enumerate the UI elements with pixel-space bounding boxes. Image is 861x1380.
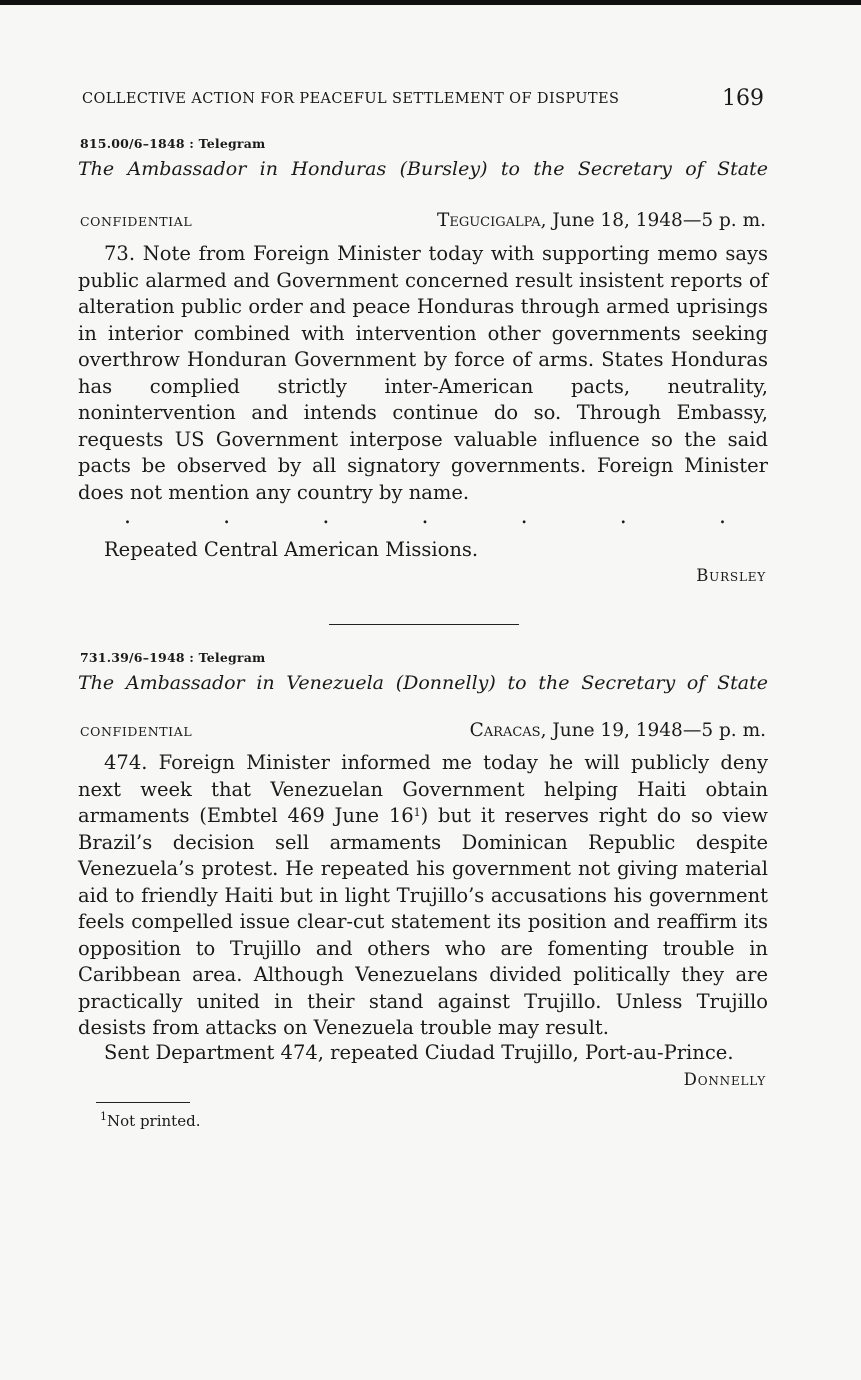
document-reference: 731.39/6–1948 : Telegram [80, 650, 266, 665]
telegram-body [78, 750, 768, 1042]
telegram-body-part1: 474. Foreign Minister informed me today he will publicly deny next week that Venezuelan Government helping Haiti obtain armaments (Embtel 469 June 16 [78, 751, 768, 827]
closing-line: Sent Department 474, repeated Ciudad Trujillo, Port-au-Prince. [104, 1041, 734, 1064]
footnote-number: 1 [100, 1110, 107, 1123]
closing-line: Repeated Central American Missions. [104, 538, 479, 561]
classification-label: CONFIDENTIAL [80, 724, 193, 739]
footnote-marker: 1 [413, 806, 421, 819]
document-meta [78, 720, 768, 744]
ellipsis-dot: . [223, 504, 231, 529]
dateline-date: , June 18, 1948—5 p. m. [540, 210, 766, 231]
dateline-date: , June 19, 1948—5 p. m. [540, 720, 766, 741]
page-number: 169 [722, 86, 764, 111]
footnote-text: Not printed. [107, 1112, 201, 1130]
document-meta [78, 210, 768, 234]
omission-ellipsis [78, 504, 768, 529]
document-heading: The Ambassador in Honduras (Bursley) to the Secretary of State [78, 158, 768, 180]
signature: Bursley [696, 566, 766, 585]
signature: Donnelly [683, 1070, 766, 1089]
footnote [100, 1112, 200, 1130]
telegram-body-part2: ) but it reserves right do so view Brazil’s decision sell armaments Dominican Republic despite Venezuela’s protest. He repeated his government not giving material aid to friendly Haiti but in light Trujillo’s accusations his government feels compelled issue clear-cut statement its position and reaffirm its opposition to Trujillo and others who are fomenting trouble in Caribbean area. Although Venezuelans divided politically they are practically united in their stand against Trujillo. Unless Trujillo desists from attacks on Venezuela trouble may result. [78, 804, 768, 1039]
ellipsis-dot: . [421, 504, 429, 529]
page-top-edge [0, 0, 861, 5]
dateline-place: Caracas [469, 720, 541, 741]
running-head-title: COLLECTIVE ACTION FOR PEACEFUL SETTLEMENT OF DISPUTES [82, 91, 620, 107]
dateline [470, 720, 766, 741]
dateline [437, 210, 766, 231]
ellipsis-dot: . [124, 504, 131, 529]
document-heading: The Ambassador in Venezuela (Donnelly) to the Secretary of State [78, 672, 768, 694]
dateline-place: Tegucigalpa [436, 210, 541, 231]
running-head [78, 86, 768, 114]
section-divider [329, 624, 519, 625]
footnote-rule [96, 1102, 190, 1103]
ellipsis-dot: . [322, 504, 330, 529]
ellipsis-dot: . [619, 504, 627, 529]
ellipsis-dot: . [520, 504, 528, 529]
classification-label: CONFIDENTIAL [80, 214, 193, 229]
telegram-body: 73. Note from Foreign Minister today with supporting memo says public alarmed and Government concerned result insistent reports of alteration public order and peace Honduras through armed uprisings in interior combined with intervention other governments seeking overthrow Honduran Government by force of arms. States Honduras has complied strictly inter-American pacts, neutrality, nonintervention and intends continue do so. Through Embassy, requests US Government interpose valuable influence so the said pacts be observed by all signatory governments. Foreign Minister does not mention any country by name. [78, 242, 768, 504]
document-reference: 815.00/6–1848 : Telegram [80, 136, 266, 151]
ellipsis-dot: . [718, 504, 726, 529]
